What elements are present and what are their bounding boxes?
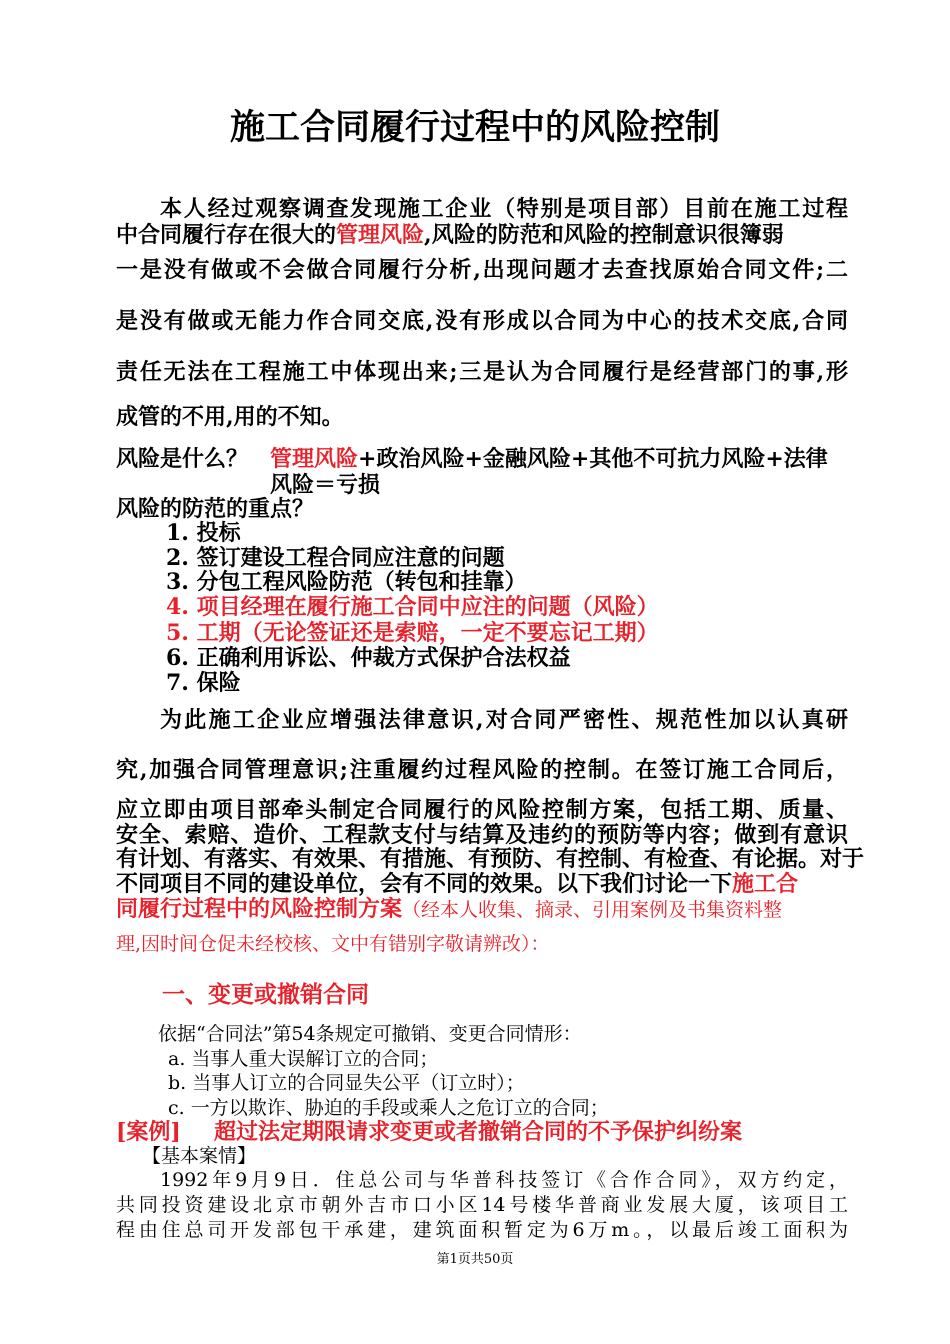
focus-item-2: 2. 签订建设工程合同应注意的问题 xyxy=(166,545,505,571)
risk-question: 风险是什么？ xyxy=(116,446,249,472)
para2-line-1: 为此施工企业应增强法律意识,对合同严密性、规范性加以认真研 xyxy=(160,707,848,733)
intro-line-6: 成管的不用,用的不知。 xyxy=(116,404,344,430)
focus-item-4: 4. 项目经理在履行施工合同中应注的问题（风险） xyxy=(166,594,659,620)
section-item-a: a. 当事人重大误解订立的合同； xyxy=(168,1048,439,1070)
case-title: 超过法定期限请求变更或者撤销合同的不予保护纠纷案 xyxy=(214,1119,743,1145)
case-tag: [案例] xyxy=(116,1119,181,1145)
document-title: 施工合同履行过程中的风险控制 xyxy=(229,108,720,148)
para2-line-6: 不同项目不同的建设单位，会有不同的效果。以下我们讨论一下施工合 xyxy=(116,871,799,897)
section-heading: 一、变更或撤销合同 xyxy=(162,982,369,1008)
risk-formula-cont: 风险＝亏损 xyxy=(270,472,381,498)
focus-item-5: 5. 工期（无论签证还是索赔，一定不要忘记工期） xyxy=(166,620,659,646)
para2-line-8: 理,因时间仓促未经校核、文中有错别字敬请辨改）： xyxy=(116,933,550,955)
case-text-3: 程由住总司开发部包干承建，建筑面积暂定为6万m。，以最后竣工面积为 xyxy=(116,1219,848,1241)
management-risk-highlight: 管理风险 xyxy=(336,222,425,248)
focus-item-7: 7. 保险 xyxy=(166,670,241,696)
page-number-footer: 第1页共50页 xyxy=(436,1252,514,1267)
para2-line-2: 究,加强合同管理意识;注重履约过程风险的控制。在签订施工合同后， xyxy=(116,757,848,783)
risk-formula: 管理风险+政治风险+金融风险+其他不可抗力风险+法律 xyxy=(270,446,828,472)
case-basic-label: 【基本案情】 xyxy=(142,1145,257,1167)
focus-item-1: 1. 投标 xyxy=(166,520,241,546)
case-text-2: 共同投资建设北京市朝外吉市口小区14号楼华普商业发展大厦，该项目工 xyxy=(116,1194,848,1216)
para2-line-4: 安全、索赔、造价、工程款支付与结算及违约的预防等内容；做到有意识 xyxy=(116,822,848,848)
para2-line-7: 同履行过程中的风险控制方案（经本人收集、摘录、引用案例及书集资料整 xyxy=(116,896,783,922)
case-text-1: 1992年9月9日．住总公司与华普科技签订《合作合同》，双方约定， xyxy=(160,1169,848,1191)
section-basis: 依据“合同法”第54条规定可撤销、变更合同情形： xyxy=(158,1023,582,1045)
para2-line-3: 应立即由项目部牵头制定合同履行的风险控制方案，包括工期、质量、 xyxy=(116,797,848,823)
intro-line-2: 中合同履行存在很大的管理风险,风险的防范和风险的控制意识很簿弱 xyxy=(116,222,784,248)
focus-question: 风险的防范的重点？ xyxy=(116,496,315,522)
focus-item-6: 6. 正确利用诉讼、仲裁方式保护合法权益 xyxy=(166,645,571,671)
section-item-b: b. 当事人订立的合同显失公平（订立时）； xyxy=(168,1072,525,1094)
intro-line-5: 责任无法在工程施工中体现出来;三是认为合同履行是经营部门的事,形 xyxy=(116,359,848,385)
intro-line-1: 本人经过观察调查发现施工企业（特别是项目部）目前在施工过程 xyxy=(160,196,848,222)
intro-line-4: 是没有做或无能力作合同交底,没有形成以合同为中心的技术交底,合同 xyxy=(116,308,848,334)
section-item-c: c. 一方以欺诈、胁迫的手段或乘人之危订立的合同； xyxy=(168,1097,609,1119)
focus-item-3: 3. 分包工程风险防范（转包和挂靠） xyxy=(166,569,527,595)
para2-line-5: 有计划、有落实、有效果、有措施、有预防、有控制、有检查、有论据。对于 xyxy=(116,846,865,872)
intro-line-3: 一是没有做或不会做合同履行分析,出现问题才去查找原始合同文件;二 xyxy=(116,257,848,283)
